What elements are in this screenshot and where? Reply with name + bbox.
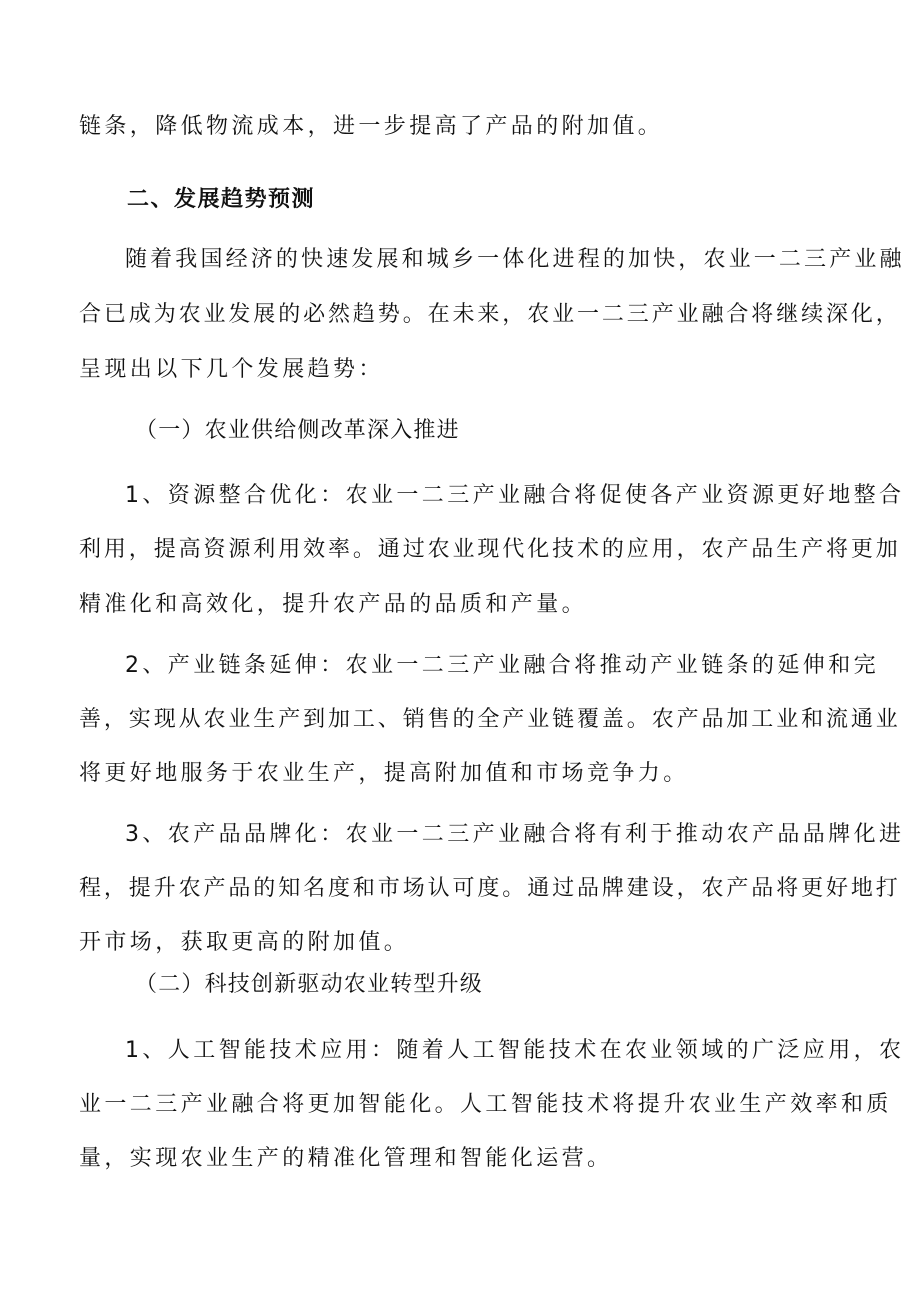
- paragraph-line: 随着我国经济的快速发展和城乡一体化进程的加快，农业一二三产业融: [125, 247, 905, 272]
- paragraph-line: 链条，降低物流成本，进一步提高了产品的附加值。: [79, 114, 664, 139]
- subsection-title: （一）农业供给侧改革深入推进: [135, 418, 460, 443]
- paragraph-line: 1、人工智能技术应用：随着人工智能技术在农业领域的广泛应用，农: [125, 1038, 905, 1063]
- paragraph-line: 精准化和高效化，提升农产品的品质和产量。: [79, 592, 588, 617]
- paragraph-line: 3、农产品品牌化：农业一二三产业融合将有利于推动农产品品牌化进: [125, 822, 905, 847]
- section-title: 二、发展趋势预测: [127, 187, 316, 212]
- paragraph-line: 量，实现农业生产的精准化管理和智能化运营。: [79, 1146, 613, 1171]
- paragraph-line: 业一二三产业融合将更加智能化。人工智能技术将提升农业生产效率和质: [79, 1092, 892, 1117]
- paragraph-line: 呈现出以下几个发展趋势：: [79, 357, 384, 382]
- subsection-title: （二）科技创新驱动农业转型升级: [135, 972, 484, 997]
- paragraph-line: 程，提升农产品的知名度和市场认可度。通过品牌建设，农产品将更好地打: [79, 876, 901, 901]
- paragraph-line: 利用，提高资源利用效率。通过农业现代化技术的应用，农产品生产将更加: [79, 537, 901, 562]
- paragraph-line: 1、资源整合优化：农业一二三产业融合将促使各产业资源更好地整合: [125, 483, 905, 508]
- paragraph-line: 2、产业链条延伸：农业一二三产业融合将推动产业链条的延伸和完: [125, 653, 879, 678]
- paragraph-line: 将更好地服务于农业生产，提高附加值和市场竞争力。: [79, 761, 689, 786]
- paragraph-line: 合已成为农业发展的必然趋势。在未来，农业一二三产业融合将继续深化，: [79, 302, 901, 327]
- paragraph-line: 善，实现从农业生产到加工、销售的全产业链覆盖。农产品加工业和流通业: [79, 707, 901, 732]
- paragraph-line: 开市场，获取更高的附加值。: [79, 930, 410, 955]
